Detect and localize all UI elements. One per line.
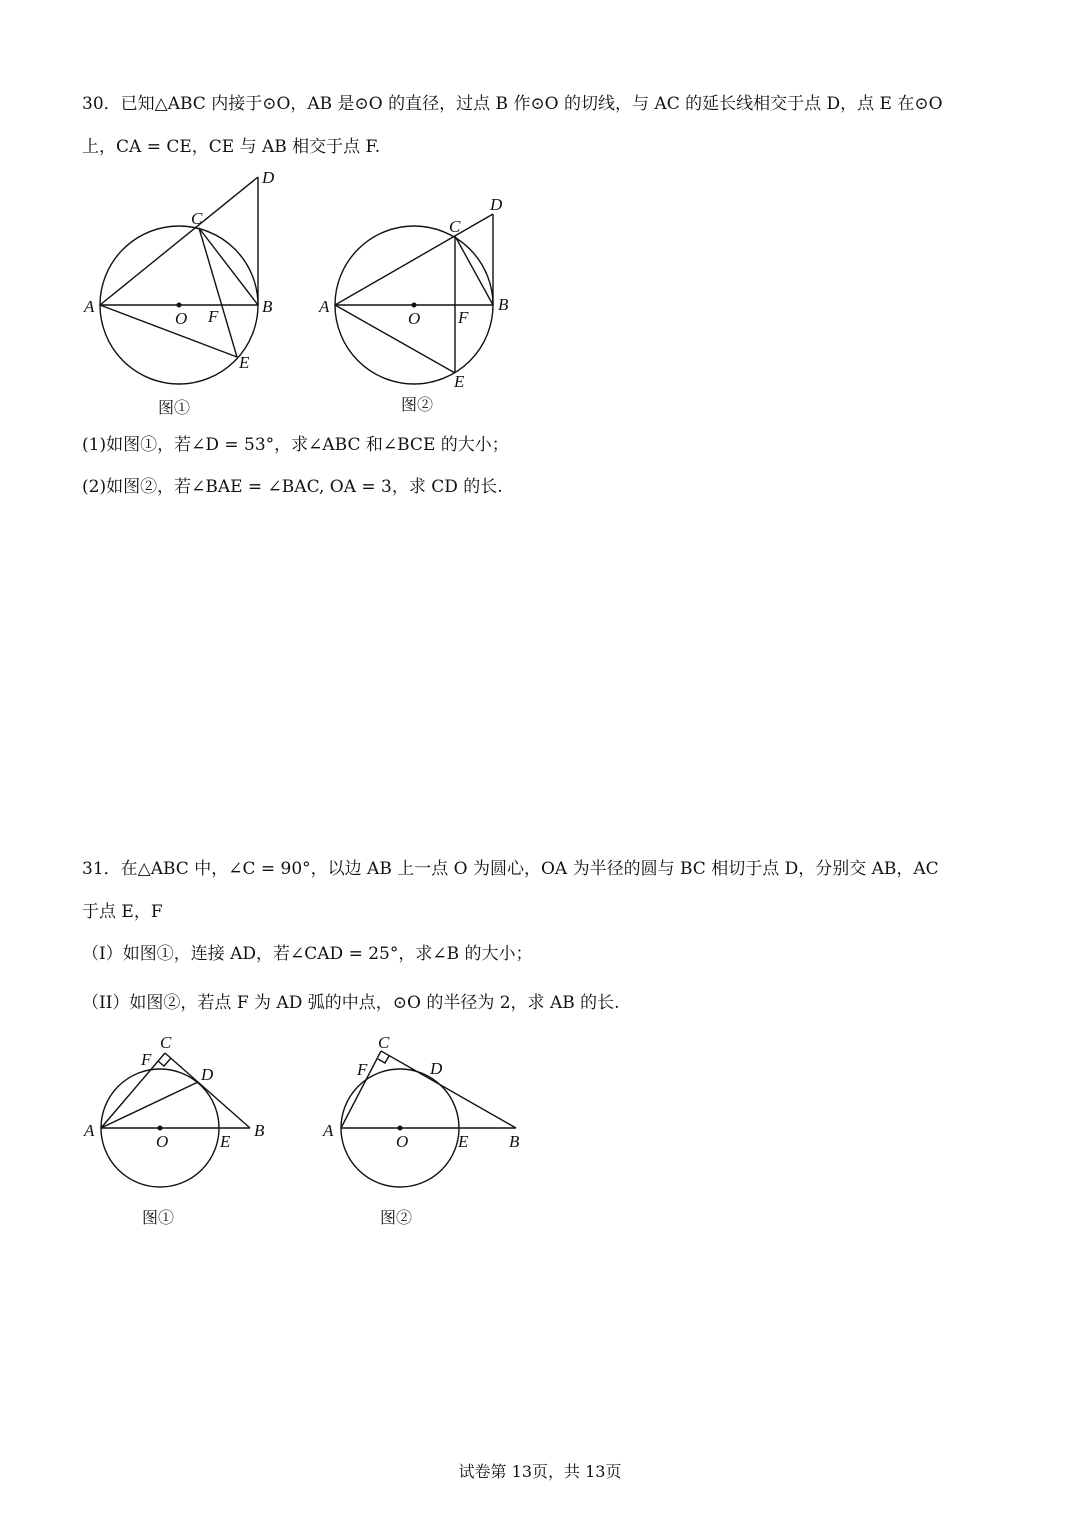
label-a: A — [84, 1121, 95, 1140]
label-b: B — [254, 1121, 265, 1140]
label-a: A — [323, 1121, 334, 1140]
segment-ce — [199, 228, 237, 357]
label-e: E — [454, 372, 465, 391]
label-f: F — [208, 307, 219, 326]
q31-part-1: （I）如图①，连接 AD，若∠CAD = 25°，求∠B 的大小； — [82, 944, 533, 964]
q30-figure-2 — [318, 192, 528, 397]
q30-figure-2-caption: 图② — [401, 395, 434, 414]
page-footer: 试卷第 13页，共 13页 — [458, 1462, 622, 1481]
right-angle-mark — [378, 1056, 389, 1063]
segment-ae — [335, 305, 455, 373]
q31-figure-2-caption: 图② — [380, 1208, 413, 1227]
label-o: O — [408, 309, 421, 328]
center-point — [177, 303, 182, 308]
label-c: C — [191, 209, 203, 228]
label-b: B — [509, 1132, 520, 1151]
q31-line-2: 于点 E，F — [82, 902, 163, 922]
label-o: O — [156, 1132, 169, 1151]
label-d: D — [262, 168, 275, 187]
label-d: D — [201, 1065, 214, 1084]
center-point — [398, 1126, 403, 1131]
q31-figure-1 — [80, 1030, 280, 1195]
label-d: D — [430, 1059, 443, 1078]
label-a: A — [84, 297, 95, 316]
label-c: C — [378, 1033, 390, 1052]
label-d: D — [490, 195, 503, 214]
q30-figure-1-caption: 图① — [158, 398, 191, 417]
q30-part-2: (2)如图②，若∠BAE = ∠BAC, OA = 3，求 CD 的长. — [82, 477, 503, 497]
label-e: E — [458, 1132, 469, 1151]
segment-cb — [199, 228, 258, 305]
q30-line-1: 30．已知△ABC 内接于⊙O，AB 是⊙O 的直径，过点 B 作⊙O 的切线，与 AC 的延长线相交于点 D，点 E 在⊙O — [82, 94, 943, 114]
q30-figure-1 — [80, 165, 300, 395]
segment-cb — [381, 1051, 516, 1128]
label-e: E — [239, 353, 250, 372]
label-c: C — [160, 1033, 172, 1052]
label-f: F — [357, 1060, 368, 1079]
label-o: O — [396, 1132, 409, 1151]
label-a: A — [319, 297, 330, 316]
q31-line-1: 31．在△ABC 中，∠C = 90°，以边 AB 上一点 O 为圆心，OA 为半径的圆与 BC 相切于点 D，分别交 AB，AC — [82, 859, 939, 879]
label-b: B — [498, 295, 509, 314]
q31-figure-1-caption: 图① — [142, 1208, 175, 1227]
label-f: F — [141, 1050, 152, 1069]
label-e: E — [220, 1132, 231, 1151]
label-f: F — [458, 308, 469, 327]
q30-line-2: 上，CA = CE，CE 与 AB 相交于点 F. — [82, 137, 381, 157]
q31-figure-2 — [318, 1030, 538, 1195]
q30-part-1: (1)如图①，若∠D = 53°，求∠ABC 和∠BCE 的大小； — [82, 435, 509, 455]
label-b: B — [262, 297, 273, 316]
segment-cb — [455, 236, 493, 305]
q31-part-2: （II）如图②，若点 F 为 AD 弧的中点，⊙O 的半径为 2，求 AB 的长. — [82, 993, 620, 1013]
segment-ad — [335, 214, 493, 305]
label-c: C — [449, 217, 461, 236]
segment-ad — [100, 177, 258, 305]
label-o: O — [175, 309, 188, 328]
center-point — [158, 1126, 163, 1131]
center-point — [412, 303, 417, 308]
segment-ac — [101, 1053, 165, 1128]
